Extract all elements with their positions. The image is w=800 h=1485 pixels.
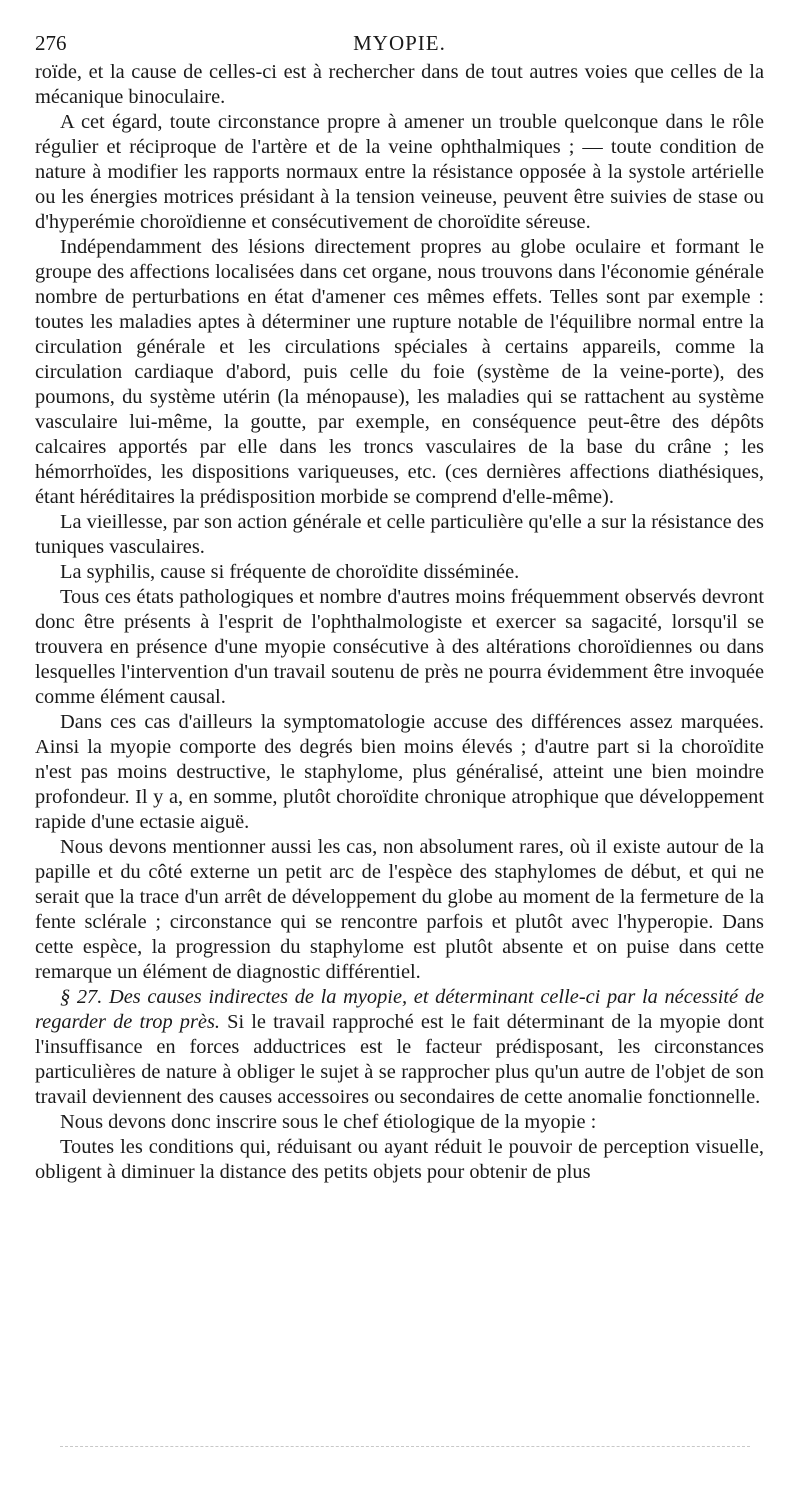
bottom-rule [60, 1446, 750, 1447]
page-header [35, 26, 764, 60]
paragraph-text: Indépendamment des lésions directement propres au globe oculaire et formant le groupe des affections localisées dans cet organe, nous trouvons dans l'économie générale nombre de perturbations en état d'amener ces mêmes effets. Telles sont par exemple : toutes les maladies aptes à déterminer une rupture notable de l'équilibre normal entre la circulation générale et les circulations spéciales à certains appareils, comme la circulation cardiaque d'abord, puis celle du foie (système de la veine-porte), des poumons, du système utérin (la ménopause), les maladies qui se rattachent au système vasculaire lui-même, la goutte, par exemple, en conséquence peut-être des dépôts calcaires apportés par elle dans les troncs vasculaires de la base du crâne ; les hémorrhoïdes, les dispositions variqueuses, etc. (ces dernières affections diathésiques, étant héréditaires la prédisposition morbide se comprend d'elle-même). [35, 236, 764, 508]
paragraph [35, 1135, 764, 1185]
paragraph [35, 110, 764, 235]
body-text [35, 60, 764, 1185]
running-title: MYOPIE. [353, 31, 446, 55]
page-number: 276 [35, 31, 67, 55]
paragraph-text: La syphilis, cause si fréquente de choroïdite disséminée. [60, 561, 520, 583]
paragraph-text: Nous devons donc inscrire sous le chef étiologique de la myopie : [60, 1111, 597, 1133]
paragraph [35, 835, 764, 985]
paragraph [35, 235, 764, 510]
paragraph-text: Si le travail rapproché est le fait déterminant de la myopie dont l'insuffisance en forces adductrices est le facteur prédisposant, les circonstances particulières de nature à obliger le sujet à se rapprocher plus qu'un autre de l'objet de son travail deviennent des causes accessoires ou secondaires de cette anomalie fonctionnelle. [35, 1011, 764, 1108]
paragraph-text: Nous devons mentionner aussi les cas, non absolument rares, où il existe autour de la papille et du côté externe un petit arc de l'espèce des staphylomes de début, et qui ne serait que la trace d'un arrêt de développement du globe au moment de la fermeture de la fente sclérale ; circonstance qui se rencontre parfois et plutôt avec l'hyperopie. Dans cette espèce, la progression du staphylome est plutôt absente et on puise dans cette remarque un élément de diagnostic différentiel. [35, 836, 764, 983]
paragraph [35, 510, 764, 560]
paragraph [35, 560, 764, 585]
paragraph-text: A cet égard, toute circonstance propre à amener un trouble quelconque dans le rôle régulier et réciproque de l'artère et de la veine ophthalmiques ; — toute condition de nature à modifier les rapports normaux entre la résistance opposée à la systole artérielle ou les énergies motrices présidant à la tension veineuse, peuvent être suivies de stase ou d'hyperémie choroïdienne et consécutivement de choroïdite séreuse. [35, 111, 764, 233]
paragraph-text: Dans ces cas d'ailleurs la symptomatologie accuse des différences assez marquées. Ainsi la myopie comporte des degrés bien moins élevés ; d'autre part si la choroïdite n'est pas moins destructive, le staphylome, plus généralisé, atteint une bien moindre profondeur. Il y a, en somme, plutôt choroïdite chronique atrophique que développement rapide d'une ectasie aiguë. [35, 711, 764, 833]
paragraph [35, 585, 764, 710]
paragraph [35, 60, 764, 110]
section-paragraph [35, 985, 764, 1110]
paragraph-text: La vieillesse, par son action générale et celle particulière qu'elle a sur la résistance des tuniques vasculaires. [35, 511, 764, 558]
section-heading: § 27. Des causes indirectes de la myopie, et déterminant celle-ci par la nécessité de regarder de trop près. [35, 986, 764, 1033]
paragraph-text: Toutes les conditions qui, réduisant ou ayant réduit le pouvoir de perception visuelle, obligent à diminuer la distance des petits objets pour obtenir de plus [35, 1136, 764, 1183]
paragraph [35, 710, 764, 835]
paragraph-text: roïde, et la cause de celles-ci est à rechercher dans de tout autres voies que celles de la mécanique binoculaire. [35, 61, 764, 108]
paragraph-text: Tous ces états pathologiques et nombre d'autres moins fréquemment observés devront donc être présents à l'esprit de l'ophthalmologiste et exercer sa sagacité, lorsqu'il se trouvera en présence d'une myopie consécutive à des altérations choroïdiennes ou dans lesquelles l'intervention d'un travail soutenu de près ne pourra évidemment être invoquée comme élément causal. [35, 586, 764, 708]
paragraph [35, 1110, 764, 1135]
